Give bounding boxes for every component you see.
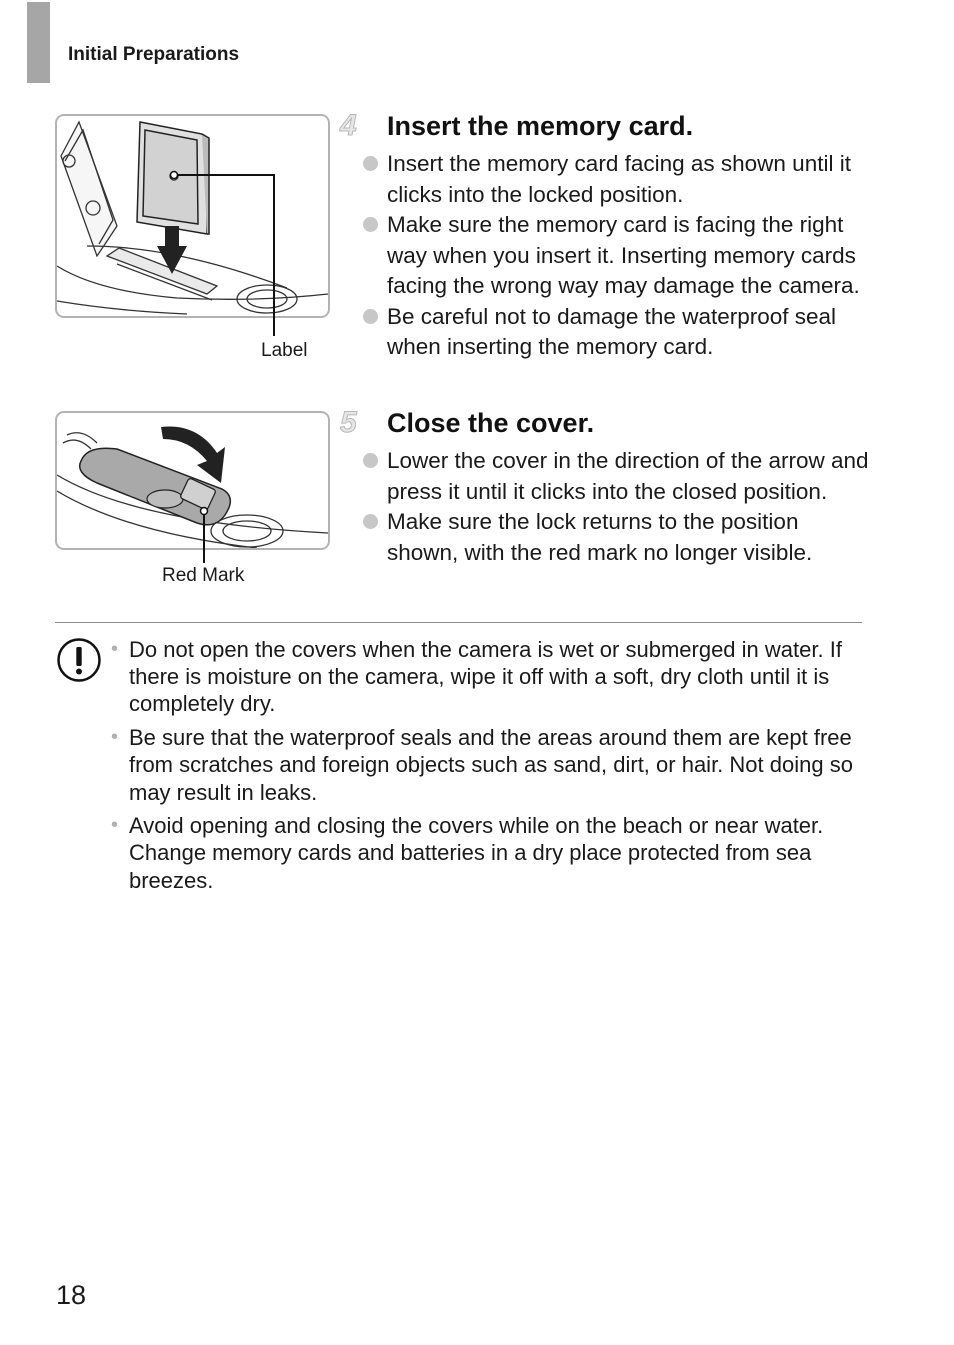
step-4 [340,111,870,363]
bullet-item [340,210,870,302]
bullet-item [340,149,870,210]
step-title: Insert the memory card. [387,111,694,141]
bullet-icon [363,217,378,232]
memory-card-illustration [55,114,330,318]
section-divider [55,622,862,623]
page-number: 18 [56,1280,87,1310]
bullet-text: Be careful not to damage the waterproof seal when inserting the memory card. [387,303,837,359]
step-title: Close the cover. [387,408,595,438]
caution-item [110,636,860,718]
bullet-text: Insert the memory card facing as shown until it clicks into the locked position. [387,151,851,207]
step-bullets [340,446,870,568]
red-mark-caption: Red Mark [162,565,245,586]
bullet-item [340,446,870,507]
caution-item [110,812,860,894]
section-title: Initial Preparations [68,44,240,65]
caution-bullet-icon: • [111,726,119,749]
step-number: 4 [340,109,357,142]
bullet-text: Make sure the memory card is facing the right way when you insert it. Inserting memory cards facing the wrong way may damage the camera. [387,212,860,298]
step-number: 5 [340,406,357,439]
caution-bullet-icon: • [111,814,119,837]
bullet-icon [363,453,378,468]
label-caption: Label [261,340,308,361]
exclamation-icon [56,637,102,683]
bullet-item [340,302,870,363]
step-bullets [340,149,870,363]
close-cover-illustration [55,411,330,550]
bullet-icon [363,309,378,324]
caution-text: Be sure that the waterproof seals and the areas around them are kept free from scratches and foreign objects such as sand, dirt, or hair. Not doing so may result in leaks. [129,725,853,805]
caution-item [110,724,860,806]
step-5 [340,408,870,568]
caution-text: Avoid opening and closing the covers while on the beach or near water. Change memory cards and batteries in a dry place protected from sea breezes. [129,813,824,893]
bullet-item [340,507,870,568]
bullet-icon [363,156,378,171]
section-tab-marker [27,2,50,83]
caution-text: Do not open the covers when the camera is wet or submerged in water. If there is moisture on the camera, wipe it off with a soft, dry cloth until it is completely dry. [129,637,842,717]
caution-list [110,636,860,900]
bullet-icon [363,514,378,529]
bullet-text: Lower the cover in the direction of the arrow and press it until it clicks into the closed position. [387,448,869,504]
bullet-text: Make sure the lock returns to the position shown, with the red mark no longer visible. [387,509,813,565]
caution-bullet-icon: • [111,638,119,660]
